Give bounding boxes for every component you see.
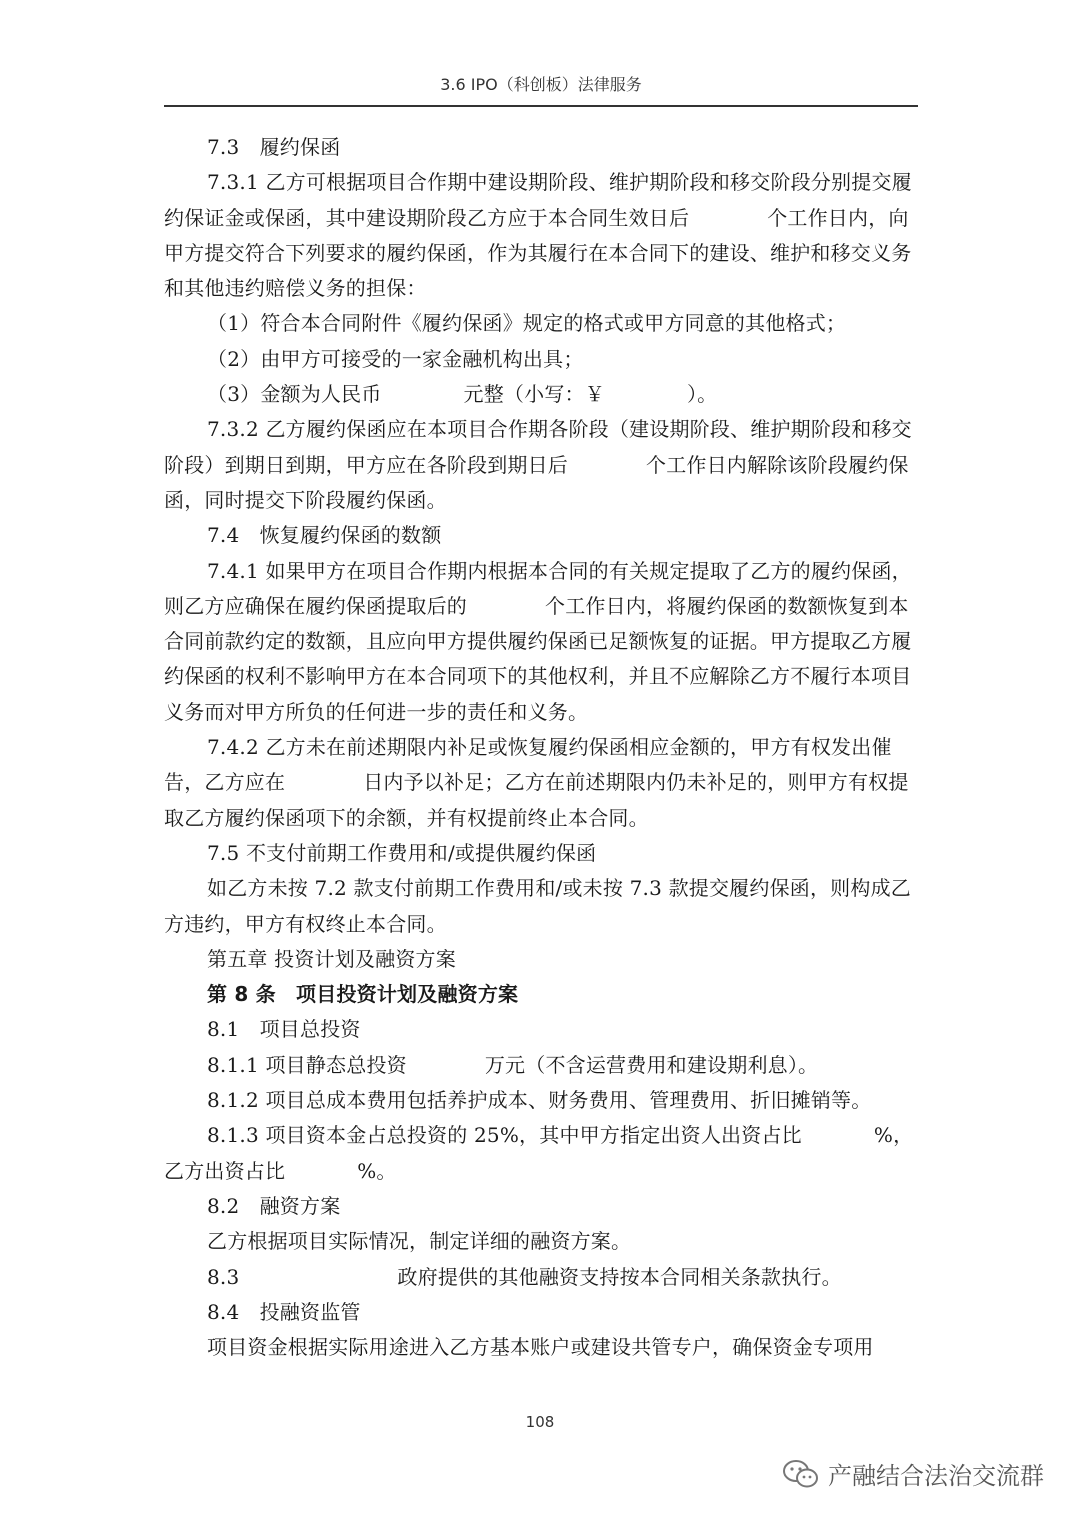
clause-8-4: 项目资金根据实际用途进入乙方基本账户或建设共管专户，确保资金专项用 bbox=[207, 1335, 874, 1360]
watermark bbox=[782, 1456, 1044, 1491]
header-divider bbox=[164, 105, 918, 107]
clause-8-1-2: 8.1.2 项目总成本费用包括养护成本、财务费用、管理费用、折旧摊销等。 bbox=[207, 1088, 872, 1113]
section-heading-8-4: 8.4 投融资监管 bbox=[207, 1299, 361, 1324]
list-item-2: （2）由甲方可接受的一家金融机构出具； bbox=[207, 346, 584, 371]
wechat-icon bbox=[782, 1458, 820, 1490]
document-body bbox=[164, 130, 918, 1365]
clause-7-4-2: 7.4.2 乙方未在前述期限内补足或恢复履约保函相应金额的，甲方有权发出催告，乙方应在 日内予以补足；乙方在前述期限内仍未补足的，则甲方有权提取乙方履约保函项下的余额，并有权提前终止本合同。 bbox=[164, 735, 909, 830]
section-heading-8-1: 8.1 项目总投资 bbox=[207, 1017, 361, 1042]
section-heading-7-5: 7.5 不支付前期工作费用和/或提供履约保函 bbox=[207, 840, 597, 865]
page-header: 3.6 IPO（科创板）法律服务 bbox=[440, 75, 642, 94]
chapter-heading: 第五章 投资计划及融资方案 bbox=[207, 946, 456, 971]
page-number: 108 bbox=[525, 1413, 555, 1431]
clause-8-2: 乙方根据项目实际情况，制定详细的融资方案。 bbox=[207, 1229, 632, 1254]
list-item-3: （3）金额为人民币 元整（小写：￥ ）。 bbox=[207, 382, 718, 407]
clause-7-5: 如乙方未按 7.2 款支付前期工作费用和/或未按 7.3 款提交履约保函，则构成乙方违约，甲方有权终止本合同。 bbox=[164, 876, 911, 936]
clause-7-4-1: 7.4.1 如果甲方在项目合作期内根据本合同的有关规定提取了乙方的履约保函，则乙方应确保在履约保函提取后的 个工作日内，将履约保函的数额恢复到本合同前款约定的数额，且应向甲方提供履约保函已足额恢复的证据。甲方提取乙方履约保函的权利不影响甲方在本合同项下的其他权利，并且不应解除乙方不履行本项目义务而对甲方所负的任何进一步的责任和义务。 bbox=[164, 558, 912, 724]
article-heading-8: 第 8 条 项目投资计划及融资方案 bbox=[207, 982, 519, 1007]
section-heading-7-3: 7.3 履约保函 bbox=[207, 135, 341, 159]
clause-8-3: 8.3 政府提供的其他融资支持按本合同相关条款执行。 bbox=[207, 1264, 842, 1289]
watermark-text: 产融结合法治交流群 bbox=[828, 1462, 1044, 1490]
clause-8-1-1: 8.1.1 项目静态总投资 万元（不含运营费用和建设期利息）。 bbox=[207, 1052, 819, 1077]
section-heading-8-2: 8.2 融资方案 bbox=[207, 1193, 341, 1218]
clause-7-3-1: 7.3.1 乙方可根据项目合作期中建设期阶段、维护期阶段和移交阶段分别提交履约保证金或保函，其中建设期阶段乙方应于本合同生效日后 个工作日内，向甲方提交符合下列要求的履约保函，作为其履行在本合同下的建设、维护和移交义务和其他违约赔偿义务的担保： bbox=[164, 170, 912, 301]
clause-8-1-3: 8.1.3 项目资本金占总投资的 25%，其中甲方指定出资人出资占比 %，乙方出资占比 %。 bbox=[164, 1123, 914, 1183]
clause-7-3-2: 7.3.2 乙方履约保函应在本项目合作期各阶段（建设期阶段、维护期阶段和移交阶段）到期日到期，甲方应在各阶段到期日后 个工作日内解除该阶段履约保函，同时提交下阶段履约保函。 bbox=[164, 417, 912, 512]
section-heading-7-4: 7.4 恢复履约保函的数额 bbox=[207, 523, 442, 548]
list-item-1: （1）符合本合同附件《履约保函》规定的格式或甲方同意的其他格式； bbox=[207, 311, 847, 336]
